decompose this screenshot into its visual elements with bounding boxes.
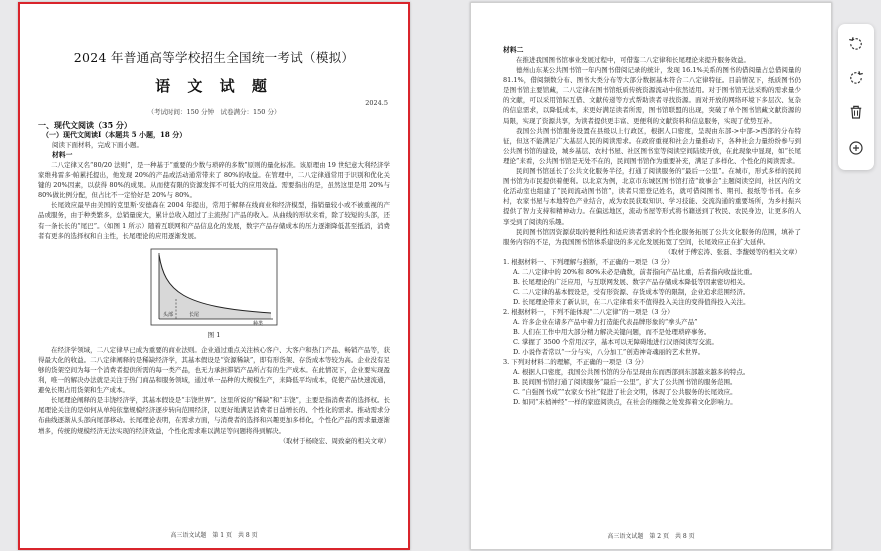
page-action-toolbar — [838, 24, 874, 170]
material-label: 材料二 — [503, 46, 524, 54]
page-footer: 高三语文试题 第 2 页 共 8 页 — [607, 533, 695, 540]
question-2-option-a: A. 许多企业在诸多产品中着力打造能代表品牌形象的“拳头产品” — [513, 317, 698, 326]
exam-info: （考试时间：150 分钟 试卷满分：150 分） — [147, 108, 281, 116]
exam-title: 2024 年普通高等学校招生全国统一考试（模拟） — [73, 50, 355, 65]
question-3-option-b: B. 民间图书馆打通了阅读服务“最后一公里”，扩大了公共图书馆的服务范围。 — [513, 377, 737, 386]
source-citation: （取材于杨晓宏、周致豪的相关文章） — [279, 436, 390, 445]
figure-caption: 图 1 — [207, 330, 221, 339]
question-1-option-a: A. 二八定律中的 20%和 80%未必是确数，前者指向产品比重，后者指向收益比重。 — [513, 267, 757, 276]
question-2-option-c: C. 掌握了 3500 个常用汉字，基本可以无障碍地进行汉语阅读写交流。 — [513, 337, 719, 346]
exam-date: 2024.5 — [365, 99, 388, 107]
question-3-option-a: A. 根据人口密度，我国公共图书馆的分布呈现由东而西部到东部越来越多的特点。 — [513, 367, 750, 376]
page-1-content — [38, 48, 390, 446]
exam-meta — [38, 101, 390, 115]
rotate-right-icon — [847, 69, 865, 87]
figure-xaxis-label: 种类 — [253, 320, 264, 327]
rotate-left-button[interactable] — [844, 32, 868, 56]
subsection-heading: （一）现代文阅读Ⅰ（本题共 5 小题，18 分） — [42, 130, 187, 139]
question-3-option-c: C. “自强图书成”“农家女书社”促进了社会文明，体现了公共服务的长尾效应。 — [513, 387, 737, 396]
question-1-option-c: C. 二八定律的基本假设是，受有形资源、存货成本等的限制，企业追求范围经济。 — [513, 287, 750, 296]
question-3: 3. 下列对材料二的理解，不正确的一项是（3 分） — [503, 357, 648, 366]
paragraph: 长尾理论阐释的是丰饶经济学，其基本假设是“丰饶世界”。这里所说的“稀缺”和“丰饶”，主要是指消费者的选择权。长尾理论关注的是如何从单纯依靠规模经济逐步转向范围经济，以更好地满足消费者日益增长的、个性化的需求。推动需求分布曲线逐渐从头部向尾部移动。长尾理论表明，在需求方面，与消费者的选择和兴趣更加多样化，个性化产品的需求量逐渐增多，传统的规模经济无法实现的经济效益，个性化需求难以满足等问题将得到解决。 — [38, 396, 390, 435]
subject-title: 语 文 试 题 — [155, 77, 273, 95]
rotate-left-icon — [847, 35, 865, 53]
question-1-option-d: D. 长尾理论带来了新认识，在二八定律看来不值得投入关注的变得值得投入关注。 — [513, 297, 750, 306]
long-tail-curve — [149, 247, 279, 327]
add-page-button[interactable] — [844, 136, 868, 160]
page-1-thumbnail-selected[interactable] — [18, 2, 410, 550]
paragraph: 德州山东某公共图书馆一年内图书借阅记录的统计，发现 16.1%关系的图书的借阅量占总借阅量的 81.1%，借阅频数分布、图书大类分布等大部分数据基本符合二八定律特征。目前情况下，纸质图书仍是图书馆主要馆藏，二八定律在图书馆纸质传统资源流动中依然适用。对于图书馆无法采购的需求量少的文献，可以采用馆际互借、文献传递等方式帮助读者寻找资源。面对开放的网络环境下多层次、复杂的信息需求，以降低成本，来更好满足读者所需，图书馆联盟的出现，突破了单个图书馆藏文献资源的局限，实现了资源共享，为读者提供更丰富、更便利的文献资料和信息服务，实现了优势互补。 — [503, 66, 801, 125]
question-3-option-d: D. 如同“末梢神经”一样的家庭阅读点，在社会的细微之处发挥着文化影响力。 — [513, 397, 737, 406]
figure-tail-label: 长尾 — [189, 311, 200, 318]
question-2: 2. 根据材料一，下列不能体现“二八定律”的一项是（3 分） — [503, 307, 674, 316]
material-label: 材料一 — [52, 151, 73, 159]
page-2-thumbnail[interactable] — [470, 2, 832, 550]
paragraph: 长尾效应最早由美国的克里斯·安德森在 2004 年提出，常用于解释在线商业和经济模型，指销量较小或不被重视的产品或服务，由于种类繁多，总销量庞大，累计总收入超过了主流热门产品的收入。从曲线的形状来看，除了较短的头部，还有一条长长的“尾巴”。（如图 1 所示）随着互联网和产品信息化的发展，数字产品存储成本的压力逐渐降低甚至抵消，消费者有更多的选择权和自主性，长尾理论的应用逐渐发展。 — [38, 201, 390, 240]
figure-head-label: 头部 — [163, 311, 174, 318]
paragraph: 我国公共图书馆服务设置在县级以上行政区，根据人口密度，呈现由东部->中部->西部的分布特征，但这不能满足广大基层人民的阅读需求。在政府重视和社会力量推动下，各种社会力量纷纷参与到公共图书馆的建设，城乡基层、农村书屋、社区图书室等阅读空间陆续开放，在此现象中显现，如“长尾理论”来看，公共图书馆是无处不在的，民间图书馆作为重要补充，满足了多样化、个性化的阅读需求。 — [503, 126, 801, 165]
instruction-text: 阅读下面材料，完成下面小题。 — [52, 141, 143, 149]
paragraph: 在推进我国图书馆事业发展过程中，可借鉴二八定律和长尾理论来提升服务效益。 — [516, 56, 750, 64]
question-2-option-b: B. 人们在工作中用大部分精力解决关键问题，而不是处理琐碎事务。 — [513, 327, 711, 336]
long-tail-figure — [149, 247, 279, 327]
source-citation: （取材于傅宏涛、张磊、李馥媛等的相关文章） — [664, 247, 801, 256]
question-1-option-b: B. 长尾理论的广泛应用，与互联网发展、数字产品存储成本降低等因素密切相关。 — [513, 277, 750, 286]
paragraph: 民间图书馆因资源获取的便利性和适应读者需求的个性化服务拓展了公共文化服务的范围，填补了服务内容的不足，为我国图书馆体系建设的多元化发展拓宽了空间，长尾效应正在扩大延伸。 — [503, 227, 801, 246]
page-2-content — [503, 45, 801, 407]
paragraph: 二八定律又名“80/20 法则”，是一种基于“重要的少数与琐碎的多数”原则的量化标准。该原理由 19 世纪意大利经济学家维弗雷多·帕累托提出，他发现 20%的产品或活动通常带来了 80%的收益。在管理中，二八定律通常用于识别和优化关键的 20%因素，以获得 80%的成果。从而使有限的资源发挥不可低大的应用效益。需要指出的是，虽然这里是用 20%与 80%做比例分配，但占比不一定恰好是 20%与 80%。 — [38, 161, 390, 200]
add-icon — [847, 139, 865, 157]
trash-icon — [847, 103, 865, 121]
section-heading: 一、现代文阅读（35 分） — [38, 120, 132, 130]
paragraph: 在经济学领域，二八定律早已成为重要的商业法则。企业通过重点关注核心客户、大客户和热门产品、畅销产品等，获得最大化的收益。二八定律阐释的是稀缺经济学，其基本假设是“资源稀缺”，即有形货架、存货成本等较为高。企业没有足够的货架空间为每一个消费者提供所需的每一类产品，也无力承担滞销产品所占有的生产成本。在此情况下，企业要实现盈利，唯一的解决办法就是关注于热门商品和服务领域，通过单一品种的大规模生产，来降低平均成本，促使产品快速流通，避免长期占用货架和生产成本。 — [38, 345, 390, 395]
delete-page-button[interactable] — [844, 100, 868, 124]
question-1: 1. 根据材料一、下列理解与推断，不正确的一项是（3 分） — [503, 257, 674, 266]
paragraph: 民间图书馆延长了公共文化服务半径，打通了阅读服务的“最后一公里”。在城市，形式多样的民间图书馆为市民提供着便利。以北京为例，北京市东城区图书馆打造“故事会”主题阅读空间，社区内的文化活动室也组建了“民间流动图书馆”，读者只需登记姓名，就可借阅图书、期刊、报纸等书刊。在乡村，农家书屋与本地特色产业结合，成为农民获取知识、学习技能、交流沟通的重要场所，为乡村振兴提供了智力支持和精神动力。在偏远地区，流动书屋等形式将书籍送到了牧民、农民身边，让更多的人享受到了阅读的乐趣。 — [503, 167, 801, 226]
rotate-right-button[interactable] — [844, 66, 868, 90]
question-2-option-d: D. 小说作者常以“一分与实，八分加工”创造神奇魂丽的艺术世界。 — [513, 347, 705, 356]
page-footer: 高三语文试题 第 1 页 共 8 页 — [170, 532, 258, 539]
